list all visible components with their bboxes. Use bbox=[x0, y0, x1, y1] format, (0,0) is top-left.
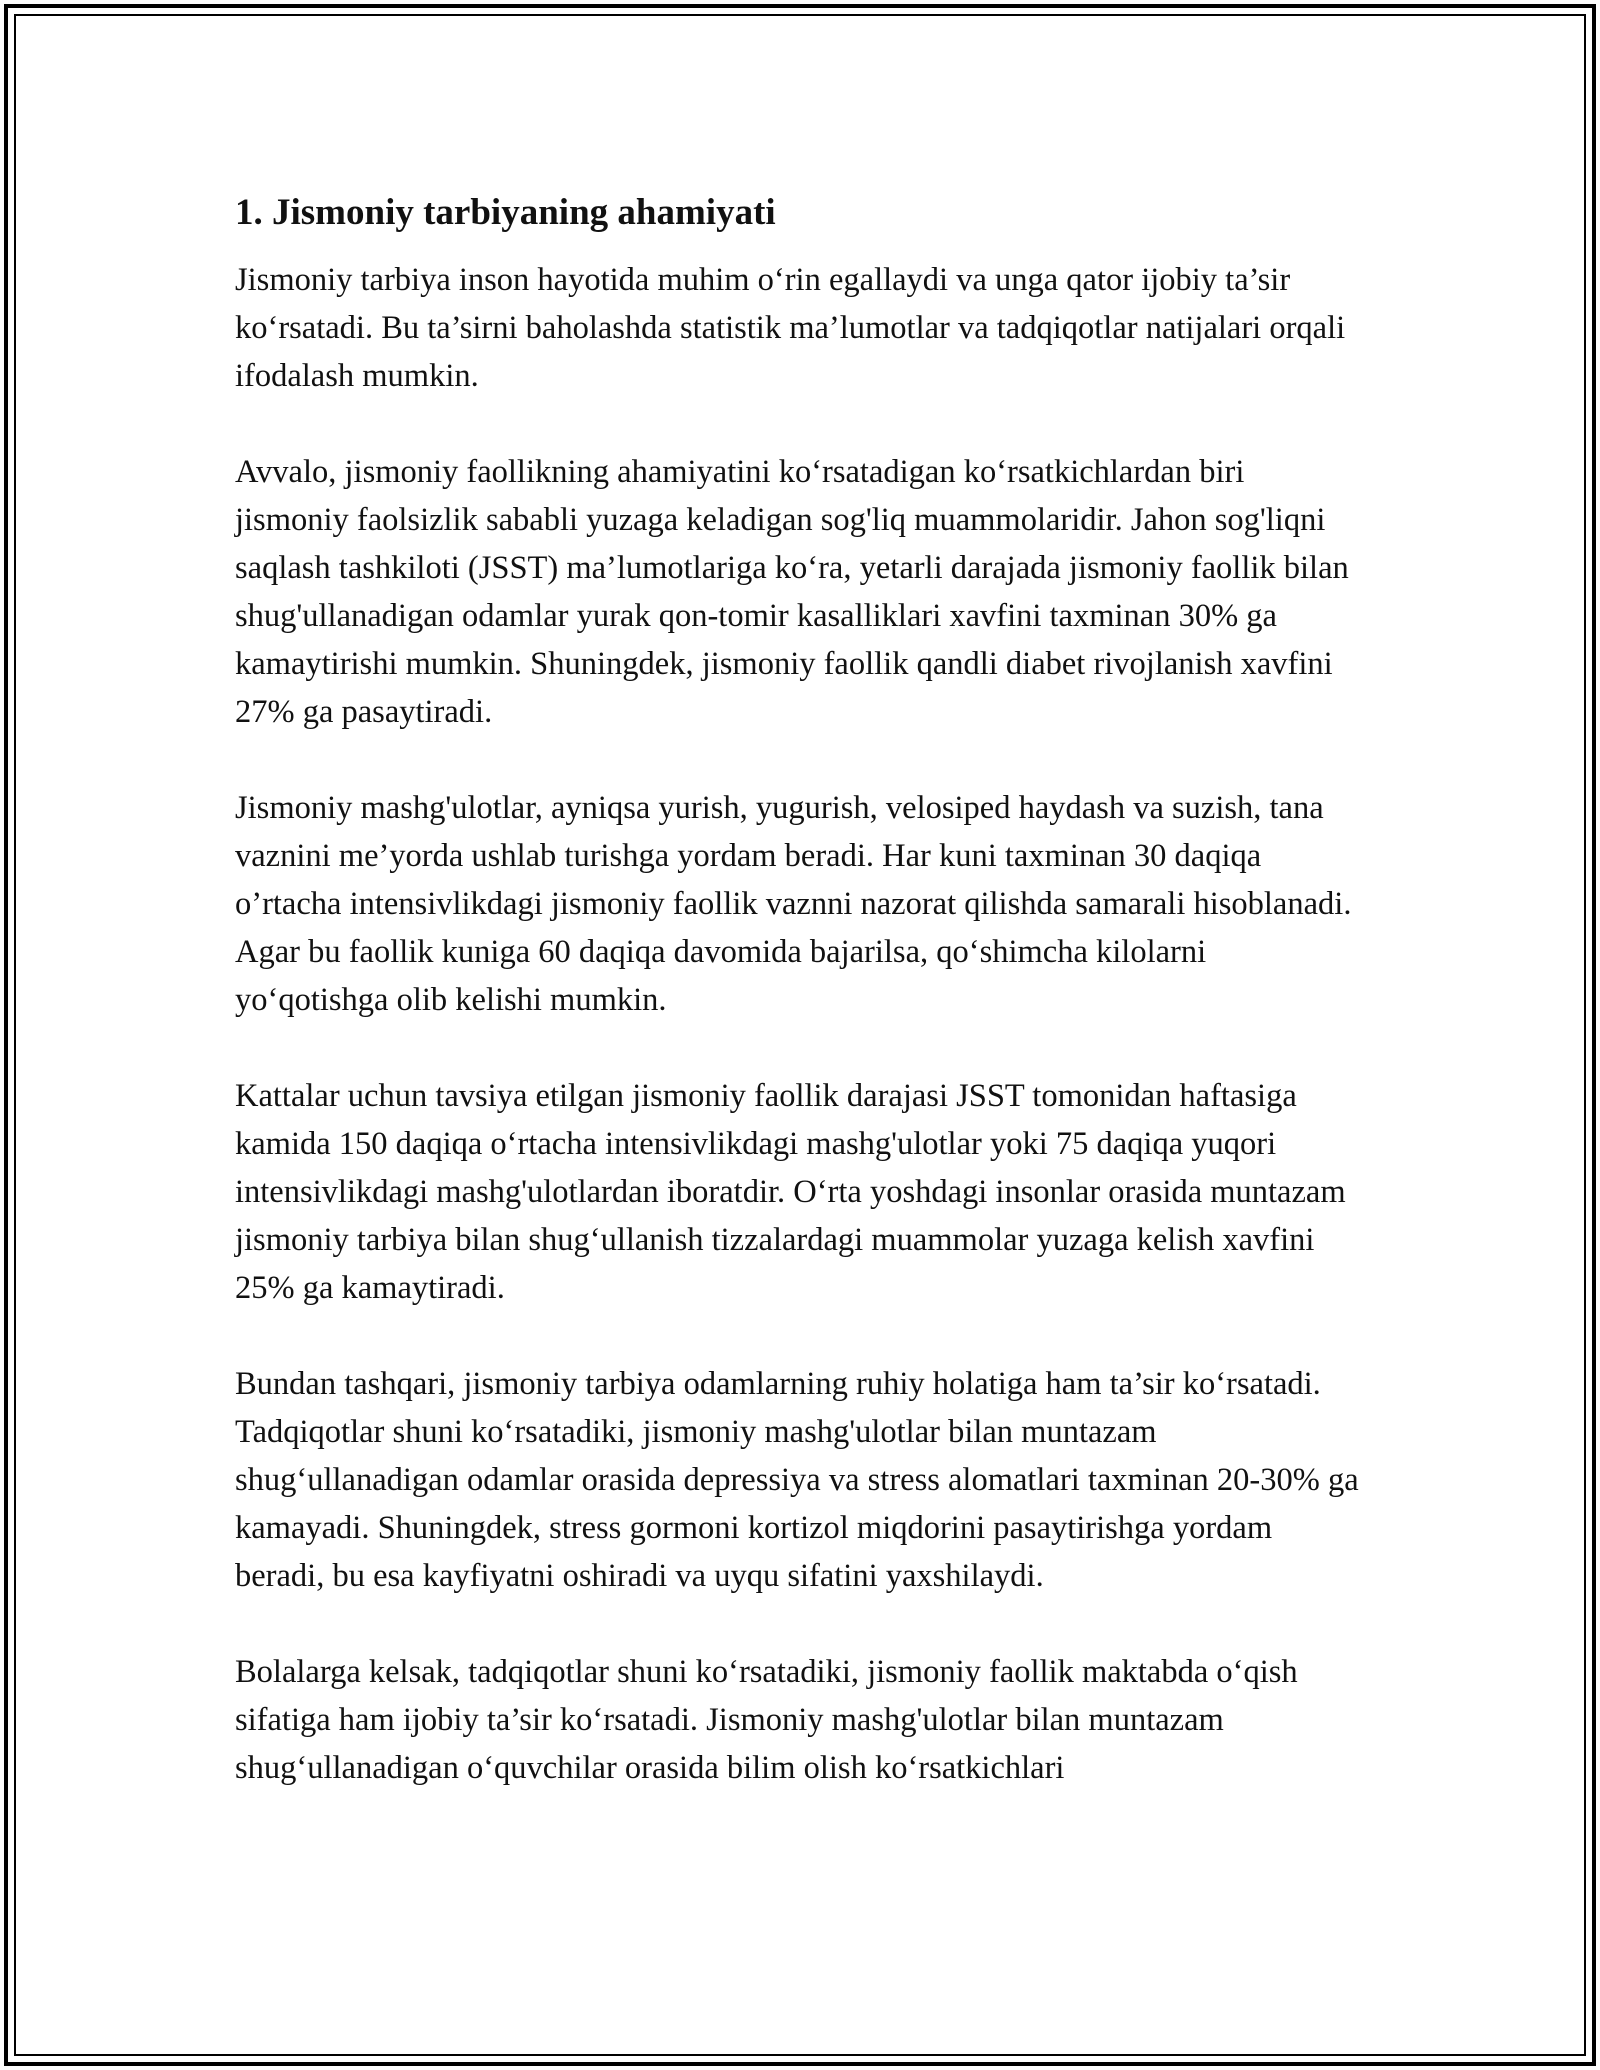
paragraph-health-risks: Avvalo, jismoniy faollikning ahamiyatini ko‘rsatadigan ko‘rsatkichlardan biri jismoniy faolsizlik sababli yuzaga keladigan sog'liq muammolaridir. Jahon sog'liqni saqlash tashkiloti (JSST) ma’lumotlariga ko‘ra, yetarli darajada jismoniy faollik bilan shug'ullanadigan odamlar yurak qon-tomir kasalliklari xavfini taxminan 30% ga kamaytirishi mumkin. Shuningdek, jismoniy faollik qandli diabet rivojlanish xavfini 27% ga pasaytiradi. bbox=[235, 454, 1349, 730]
paragraph-mental-health: Bundan tashqari, jismoniy tarbiya odamlarning ruhiy holatiga ham ta’sir ko‘rsatadi. Tadqiqotlar shuni ko‘rsatadiki, jismoniy mashg'ulotlar bilan muntazam shug‘ullanadigan odamlar orasida depressiya va stress alomatlari taxminan 20-30% ga kamayadi. Shuningdek, stress gormoni kortizol miqdorini pasaytirishga yordam beradi, bu esa kayfiyatni oshiradi va uyqu sifatini yaxshilaydi. bbox=[235, 1366, 1359, 1594]
paragraph-weight-control: Jismoniy mashg'ulotlar, ayniqsa yurish, yugurish, velosiped haydash va suzish, tana vaznini me’yorda ushlab turishga yordam beradi. Har kuni taxminan 30 daqiqa o’rtacha intensivlikdagi jismoniy faollik vaznni nazorat qilishda samarali hisoblanadi. Agar bu faollik kuniga 60 daqiqa davomida bajarilsa, qo‘shimcha kilolarni yo‘qotishga olib kelishi mumkin. bbox=[235, 790, 1352, 1018]
paragraph-children: Bolalarga kelsak, tadqiqotlar shuni ko‘rsatadiki, jismoniy faollik maktabda o‘qish sifatiga ham ijobiy ta’sir ko‘rsatadi. Jismoniy mashg'ulotlar bilan muntazam shug‘ullanadigan o‘quvchilar orasida bilim olish ko‘rsatkichlari bbox=[235, 1654, 1298, 1786]
paragraph-adult-recommendations: Kattalar uchun tavsiya etilgan jismoniy faollik darajasi JSST tomonidan haftasiga kamida 150 daqiqa o‘rtacha intensivlikdagi mashg'ulotlar yoki 75 daqiqa yuqori intensivlikdagi mashg'ulotlardan iboratdir. O‘rta yoshdagi insonlar orasida muntazam jismoniy tarbiya bilan shug‘ullanish tizzalardagi muammolar yuzaga kelish xavfini 25% ga kamaytiradi. bbox=[235, 1078, 1346, 1306]
document-page bbox=[235, 186, 1365, 1792]
paragraph-intro: Jismoniy tarbiya inson hayotida muhim o‘rin egallaydi va unga qator ijobiy ta’sir ko‘rsatadi. Bu ta’sirni baholashda statistik ma’lumotlar va tadqiqotlar natijalari orqali ifodalash mumkin. bbox=[235, 262, 1346, 394]
document-title: 1. Jismoniy tarbiyaning ahamiyati bbox=[235, 192, 776, 233]
